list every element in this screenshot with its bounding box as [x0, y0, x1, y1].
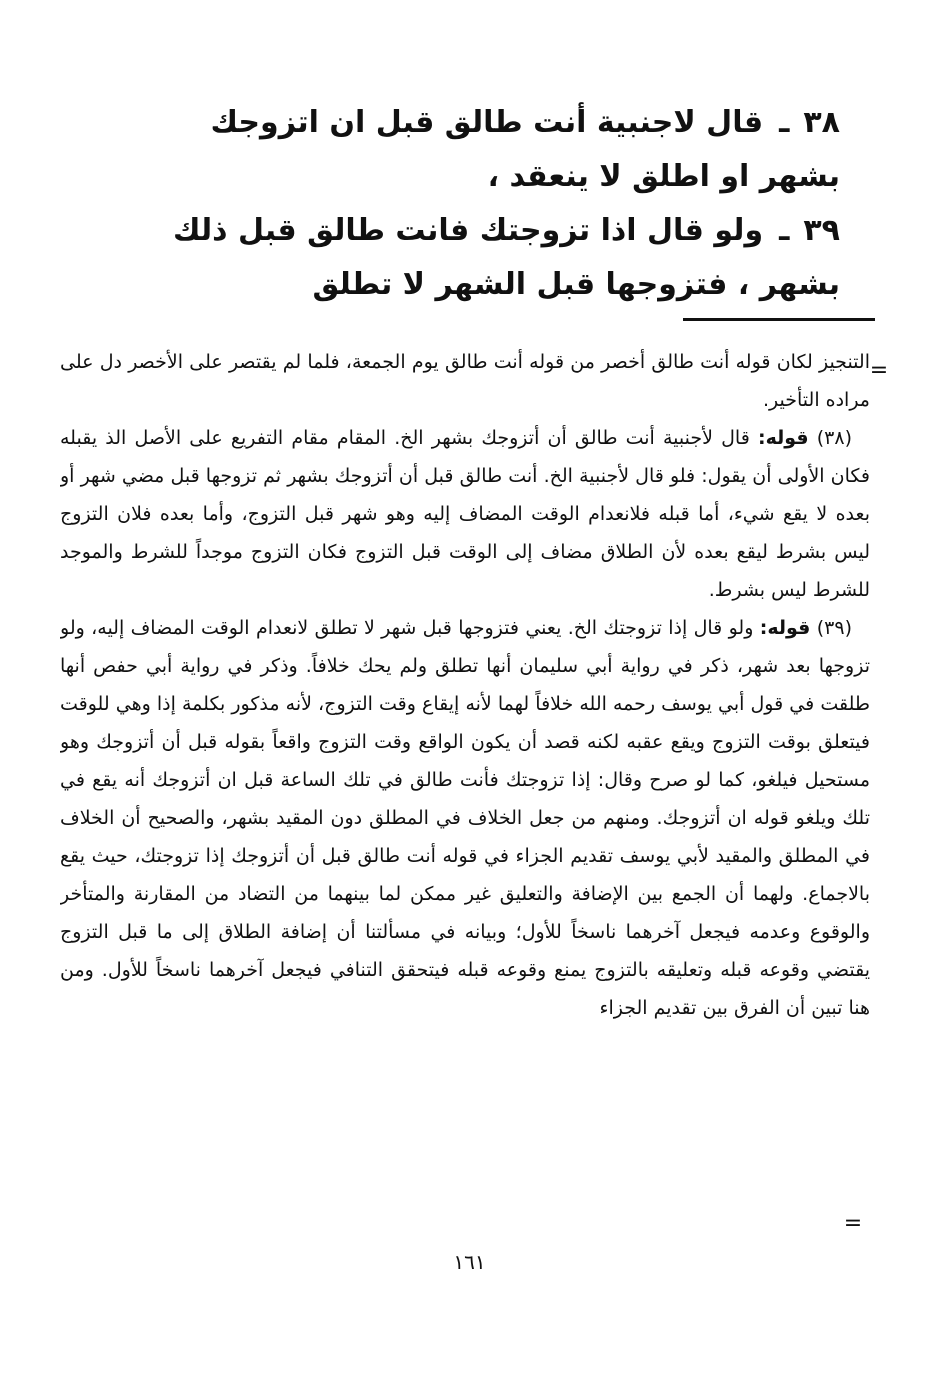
item-text: قال لاجنبية أنت طالق قبل ان اتزوجك بشهر او اطلق لا ينعقد ، — [210, 105, 840, 194]
item-number: ٣٨ — [803, 105, 840, 140]
main-item-38 — [120, 96, 840, 204]
item-dash: ـ — [779, 105, 790, 140]
footnote-divider — [683, 318, 875, 321]
item-text: ولو قال اذا تزوجتك فانت طالق قبل ذلك بشهر ، فتزوجها قبل الشهر لا تطلق — [172, 213, 840, 302]
item-dash: ـ — [779, 213, 790, 248]
commentary-keyword: قوله: — [759, 617, 811, 639]
main-item-39 — [120, 204, 840, 312]
page-number: ١٦١ — [453, 1250, 486, 1274]
commentary-paragraph-39 — [60, 609, 870, 1027]
commentary-ref: (٣٩) — [816, 617, 852, 639]
commentary-ref: (٣٨) — [816, 427, 853, 449]
commentary-keyword: قوله: — [757, 427, 809, 449]
item-number: ٣٩ — [803, 213, 840, 248]
commentary-block — [60, 343, 870, 1243]
commentary-text: قال لأجنبية أنت طالق أن أتزوجك بشهر الخ. المقام مقام التفريع على الأصل الذ يقبله فكان الأولى أن يقول: فلو قال لأجنبية الخ. أنت طالق قبل أن أتزوجك بشهر ثم تزوجها قبل مضي شهر أو بعده لا يقع شيء، أما قبله فلانعدام الوقت المضاف إليه وهو شهر قبل التزوج، وأما بعده فلان التزوج ليس بشرط ليقع بعده لأن الطلاق مضاف إلى الوقت قبل التزوج فكان التزوج موجداً للشرط والموجد للشرط ليس بشرط. — [60, 427, 870, 601]
continuation-mark-start: = — [869, 358, 889, 383]
continuation-mark-end: = — [843, 1211, 863, 1236]
commentary-paragraph-38 — [60, 419, 870, 609]
commentary-text: ولو قال إذا تزوجتك الخ. يعني فتزوجها قبل شهر لا تطلق لانعدام الوقت المضاف إليه، ولو تزوجها بعد شهر، ذكر في رواية أبي سليمان أنها تطلق ولم يحك خلافاً. وذكر في رواية أبي حفص أنها طلقت في قول أبي يوسف رحمه الله خلافاً لهما لأنه إيقاع وقت التزوج، لأنه مذكور بكلمة إذا وهي للوقت فيتعلق بوقت التزوج ويقع عقبه لكنه قصد أن يكون الواقع وقت التزوج واقعاً بقوله قبل أن أتزوجك وهو مستحيل فيلغو، كما لو صرح وقال: إذا تزوجتك فأنت طالق في تلك الساعة قبل ان أتزوجك أنه يقع في تلك ويلغو قوله ان أتزوجك. ومنهم من جعل الخلاف في المطلق دون المقيد بشهر، والصحيح أن الخلاف في المطلق والمقيد لأبي يوسف تقديم الجزاء في قوله أنت طالق قبل أن أتزوجك إذا تزوجتك، حيث يقع بالاجماع. ولهما أن الجمع بين الإضافة والتعليق غير ممكن لما بينهما من التضاد من المقارنة والمتأخر والوقوع وعدمه فيجعل آخرهما ناسخاً للأول؛ وبيانه في مسألتنا أن إضافة الطلاق إلى ما قبل التزوج يقتضي وقوعه قبله وتعليقه بالتزوج يمنع وقوعه قبله فيتحقق التنافي فيجعل آخرهما ناسخاً للأول. ومن هنا تبين أن الفرق بين تقديم الجزاء — [60, 617, 870, 1019]
commentary-paragraph: التنجيز لكان قوله أنت طالق أخصر من قوله أنت طالق يوم الجمعة، فلما لم يقتصر على الأخصر دل على مراده التأخير. — [60, 351, 870, 411]
